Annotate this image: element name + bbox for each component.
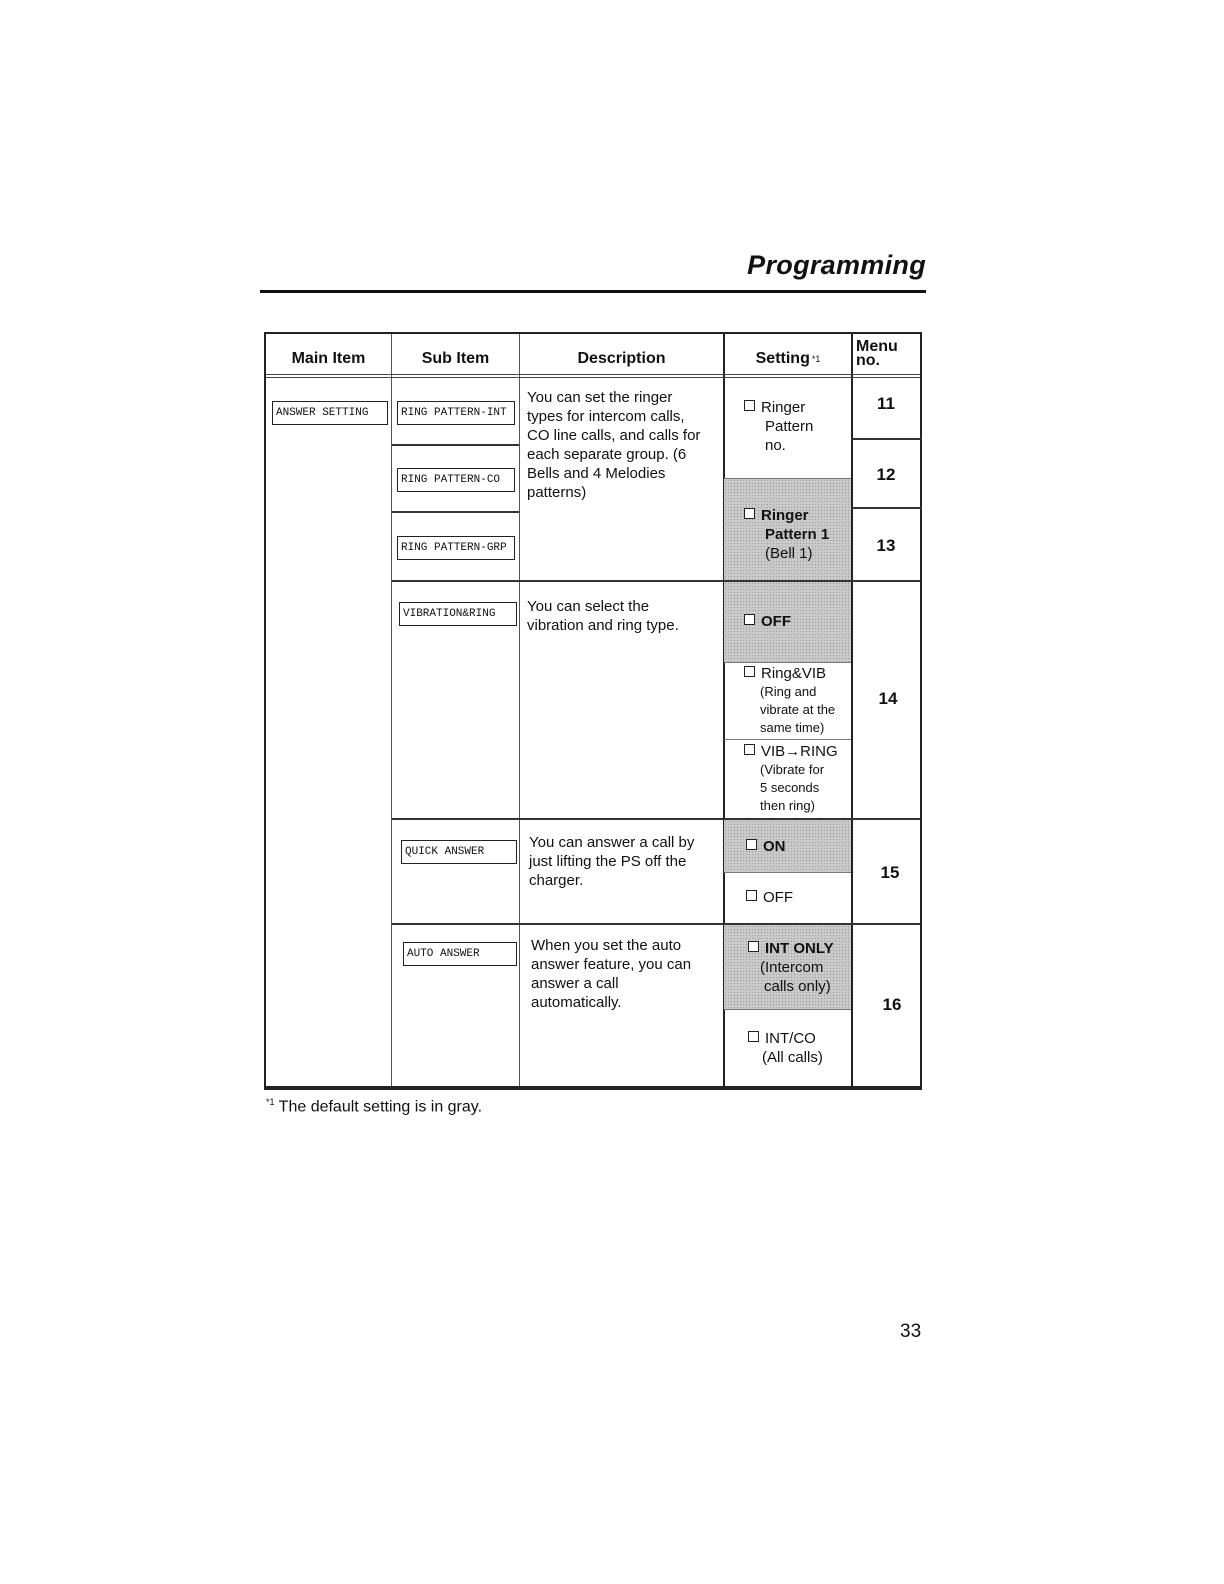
description-line: charger.: [529, 872, 584, 889]
description-line: just lifting the PS off the: [529, 853, 687, 870]
column-divider: [851, 334, 853, 1086]
settings-table: [264, 332, 922, 1090]
description-line: patterns): [527, 484, 587, 501]
setting-label: OFF: [763, 889, 793, 906]
setting-vib-off-default: [744, 612, 791, 631]
description-line: You can answer a call by: [529, 834, 695, 851]
header-main-item: Main Item: [291, 350, 366, 367]
menu-number-13: 13: [876, 536, 896, 555]
description-line: types for intercom calls,: [527, 408, 685, 425]
setting-label: OFF: [761, 613, 791, 630]
description-line: You can set the ringer: [527, 389, 673, 406]
menu-divider: [852, 438, 922, 440]
lcd-ring-pattern-int: RING PATTERN-INT: [397, 401, 515, 425]
header-menu-no: [856, 340, 898, 368]
menu-number-14: 14: [878, 689, 898, 708]
lcd-auto-answer: AUTO ANSWER: [403, 942, 517, 966]
footnote: [266, 1097, 482, 1116]
menu-number-16: 16: [882, 995, 902, 1014]
footnote-text: The default setting is in gray.: [274, 1098, 483, 1116]
description-vibration: [527, 597, 679, 635]
lcd-answer-setting: ANSWER SETTING: [272, 401, 388, 425]
setting-note: vibrate at the: [760, 702, 836, 717]
setting-note: 5 seconds: [760, 780, 820, 795]
checkbox-icon: [746, 839, 757, 850]
checkbox-icon: [748, 1031, 759, 1042]
checkbox-icon: [744, 508, 755, 519]
description-line: vibration and ring type.: [527, 617, 679, 634]
checkbox-icon: [746, 890, 757, 901]
column-divider: [519, 334, 520, 1086]
description-quick-answer: [529, 833, 694, 890]
setting-quick-off: [746, 888, 793, 907]
description-line: CO line calls, and calls for: [527, 427, 701, 444]
setting-label: (Bell 1): [765, 545, 813, 562]
setting-vib-ring: [744, 742, 838, 815]
header-setting-note: *1: [811, 354, 821, 364]
setting-quick-on-default: [746, 837, 786, 856]
description-line: answer feature, you can: [531, 956, 692, 973]
setting-note: (Ring and: [760, 684, 817, 699]
setting-label: ON: [763, 838, 786, 855]
setting-label: Pattern: [765, 418, 814, 435]
setting-note: (Intercom: [760, 959, 824, 976]
setting-label: no.: [765, 437, 786, 454]
setting-int-co: [748, 1029, 823, 1067]
menu-number-11: 11: [877, 394, 895, 413]
description-line: Bells and 4 Melodies: [527, 465, 666, 482]
setting-label: Ring&VIB: [761, 665, 827, 682]
checkbox-icon: [748, 941, 759, 952]
setting-divider: [724, 739, 851, 740]
row-divider: [392, 511, 519, 513]
section-title: Programming: [747, 250, 926, 280]
page-number: 33: [900, 1321, 922, 1342]
description-line: You can select the: [527, 598, 650, 615]
setting-divider: [724, 1009, 851, 1010]
setting-label: Ringer: [761, 399, 806, 416]
lcd-ring-pattern-grp: RING PATTERN-GRP: [397, 536, 515, 560]
header-rule: [266, 374, 920, 375]
header-setting-label: Setting: [755, 350, 810, 367]
column-divider: [391, 334, 392, 1086]
menu-divider: [852, 507, 922, 509]
setting-int-only-default: [748, 939, 834, 996]
setting-label: INT/CO: [765, 1030, 816, 1047]
description-line: When you set the auto: [531, 937, 682, 954]
setting-divider: [724, 662, 851, 663]
setting-ringer-pattern-1-default: [744, 506, 829, 563]
header-description: Description: [577, 350, 666, 367]
lcd-quick-answer: QUICK ANSWER: [401, 840, 517, 864]
lcd-ring-pattern-co: RING PATTERN-CO: [397, 468, 515, 492]
setting-label: INT ONLY: [765, 940, 834, 957]
description-line: automatically.: [531, 994, 622, 1011]
header-menu-no-line1: Menu: [856, 338, 898, 355]
title-rule: [260, 290, 926, 293]
setting-note: same time): [760, 720, 825, 735]
checkbox-icon: [744, 614, 755, 625]
setting-label: Ringer: [761, 507, 809, 524]
setting-note: calls only): [764, 978, 831, 995]
checkbox-icon: [744, 666, 755, 677]
header-setting: [725, 342, 851, 376]
default-setting-highlight: [724, 820, 851, 872]
header-sub-item: Sub Item: [421, 350, 490, 367]
description-auto-answer: [531, 936, 691, 1012]
setting-note: then ring): [760, 798, 815, 813]
setting-label: Pattern 1: [765, 526, 830, 543]
checkbox-icon: [744, 744, 755, 755]
description-line: answer a call: [531, 975, 619, 992]
setting-note: (Vibrate for: [760, 762, 825, 777]
footnote-marker: *1: [266, 1097, 275, 1107]
setting-label: VIB→RING: [761, 743, 838, 760]
setting-note: (All calls): [762, 1049, 823, 1066]
menu-number-15: 15: [880, 863, 900, 882]
setting-divider: [724, 872, 851, 873]
row-divider: [392, 444, 519, 446]
lcd-vibration-ring: VIBRATION&RING: [399, 602, 517, 626]
description-line: each separate group. (6: [527, 446, 687, 463]
menu-number-12: 12: [876, 465, 896, 484]
header-menu-no-line2: no.: [856, 352, 880, 369]
checkbox-icon: [744, 400, 755, 411]
setting-ringer-pattern-no: [744, 398, 813, 455]
setting-ring-vib: [744, 664, 835, 737]
description-ring-pattern: [527, 388, 700, 502]
